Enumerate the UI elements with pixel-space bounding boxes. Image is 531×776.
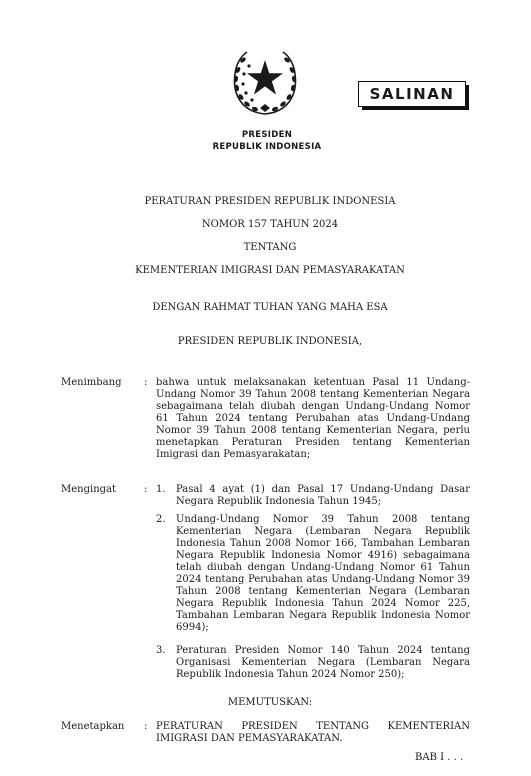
mengingat-label: Mengingat	[61, 484, 117, 495]
menetapkan-colon: :	[144, 721, 148, 732]
president-line: PRESIDEN REPUBLIK INDONESIA,	[177, 336, 363, 347]
menimbang-colon: :	[144, 377, 148, 388]
regulation-subject: KEMENTERIAN IMIGRASI DAN PEMASYARAKATAN	[135, 265, 405, 276]
blessing-line: DENGAN RAHMAT TUHAN YANG MAHA ESA	[152, 302, 388, 313]
regulation-about: TENTANG	[243, 242, 297, 253]
menetapkan-label: Menetapkan	[61, 721, 125, 732]
mengingat-item-1-text: Pasal 4 ayat (1) dan Pasal 17 Undang-Undang Dasar Negara Republik Indonesia Tahun 1945;	[176, 484, 470, 507]
republik-indonesia-heading: REPUBLIK INDONESIA	[212, 142, 322, 152]
mengingat-item-2-number: 2.	[156, 514, 166, 525]
presiden-heading: PRESIDEN	[241, 130, 293, 140]
memutuskan-heading: MEMUTUSKAN:	[227, 697, 313, 708]
regulation-title: PERATURAN PRESIDEN REPUBLIK INDONESIA	[144, 196, 396, 207]
next-page-continuation: BAB I . . .	[415, 752, 464, 763]
regulation-number: NOMOR 157 TAHUN 2024	[201, 219, 339, 230]
menetapkan-text: PERATURAN PRESIDEN TENTANG KEMENTERIAN IMIGRASI DAN PEMASYARAKATAN.	[156, 721, 470, 744]
mengingat-item-3-number: 3.	[156, 645, 166, 656]
salinan-label: SALINAN	[369, 85, 455, 103]
garuda-emblem-icon	[229, 46, 301, 118]
salinan-stamp	[358, 81, 466, 107]
mengingat-item-3-text: Peraturan Presiden Nomor 140 Tahun 2024 tentang Organisasi Kementerian Negara (Lembaran Negara Republik Indonesia Tahun 2024 Nomor 250);	[176, 645, 470, 680]
menimbang-text: bahwa untuk melaksanakan ketentuan Pasal 11 Undang-Undang Nomor 39 Tahun 2008 tentang Kementerian Negara sebagaimana telah diubah dengan Undang-Undang Nomor 61 Tahun 2024 tentang Perubahan atas Undang-Undang Nomor 39 Tahun 2008 tentang Kementerian Negara, perlu menetapkan Peraturan Presiden tentang Kementerian Imigrasi dan Pemasyarakatan;	[156, 377, 470, 460]
mengingat-item-2-text: Undang-Undang Nomor 39 Tahun 2008 tentang Kementerian Negara (Lembaran Negara Republik Indonesia Tahun 2008 Nomor 166, Tambahan Lembaran Negara Republik Indonesia Nomor 4916) sebagaimana telah diubah dengan Undang-Undang Nomor 61 Tahun 2024 tentang Perubahan atas Undang-Undang Nomor 39 Tahun 2008 tentang Kementerian Negara (Lembaran Negara Republik Indonesia Tahun 2024 Nomor 225, Tambahan Lembaran Negara Republik Indonesia Nomor 6994);	[176, 514, 470, 633]
mengingat-colon: :	[144, 484, 148, 495]
menimbang-label: Menimbang	[61, 377, 122, 388]
mengingat-item-1-number: 1.	[156, 484, 166, 495]
